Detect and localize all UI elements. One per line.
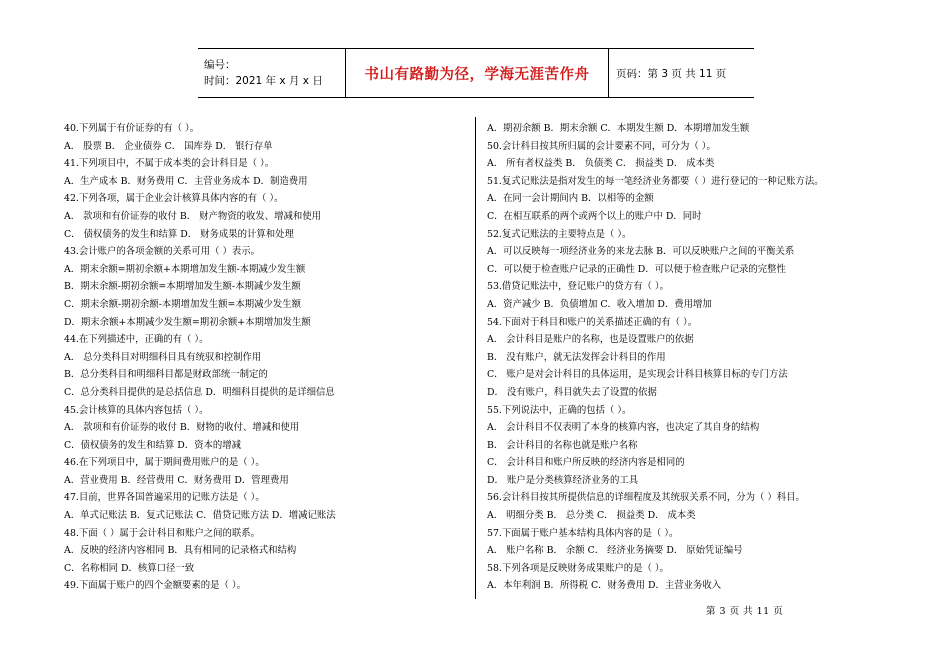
question-line: C．期末余额-期初余额-本期增加发生额=本期减少发生额 bbox=[64, 298, 301, 310]
question-line: A． 股票 B． 企业债券 C． 国库券 D． 银行存单 bbox=[64, 140, 273, 152]
question-line: 41.下列项目中，不属于成本类的会计科目是（ ）。 bbox=[64, 158, 275, 170]
header-motto-cell bbox=[346, 49, 609, 97]
question-line: D． 没有账户，科目就失去了设置的依据 bbox=[487, 386, 657, 398]
question-line: 46.在下列项目中，属于期间费用账户的是（ ）。 bbox=[64, 457, 265, 469]
question-line: C． 会计科目和账户所反映的经济内容是相同的 bbox=[487, 457, 685, 469]
question-line: 52.复式记账法的主要特点是（ ）。 bbox=[487, 228, 632, 240]
question-line: 47.目前，世界各国普遍采用的记账方法是（ ）。 bbox=[64, 492, 265, 504]
question-line: B．期末余额-期初余额=本期增加发生额-本期减少发生额 bbox=[64, 281, 301, 293]
question-line: B． 没有账户，就无法发挥会计科目的作用 bbox=[487, 351, 666, 363]
question-line: 51.复式记账法是指对发生的每一笔经济业务都要（ ）进行登记的一种记账方法。 bbox=[487, 175, 824, 187]
question-line: A．生产成本 B．财务费用 C．主营业务成本 D．制造费用 bbox=[64, 175, 308, 187]
question-line: A． 款项和有价证券的收付 B．财物的收付、增减和使用 bbox=[64, 422, 300, 434]
header-info-cell bbox=[198, 49, 346, 97]
question-line: A． 款项和有价证券的收付 B． 财产物资的收发、增减和使用 bbox=[64, 210, 321, 222]
question-line: A．在同一会计期间内 B．以相等的金额 bbox=[487, 193, 654, 205]
question-line: C．名称相同 D．核算口径一致 bbox=[64, 562, 195, 574]
question-line: 48.下面（ ）属于会计科目和账户之间的联系。 bbox=[64, 527, 261, 539]
question-line: A． 会计科目不仅表明了本身的核算内容，也决定了其自身的结构 bbox=[487, 422, 760, 434]
header-table bbox=[198, 48, 754, 98]
question-line: A．本年利润 B．所得税 C．财务费用 D．主营业务收入 bbox=[487, 580, 722, 592]
right-column bbox=[487, 120, 887, 595]
question-line: 43.会计账户的各项金额的关系可用（ ）表示。 bbox=[64, 246, 261, 258]
header-page-cell bbox=[609, 49, 754, 97]
question-line: 50.会计科目按其所归属的会计要素不同，可分为（ ）。 bbox=[487, 140, 716, 152]
question-line: A．可以反映每一项经济业务的来龙去脉 B．可以反映账户之间的平衡关系 bbox=[487, 246, 795, 258]
question-line: 54.下面对于科目和账户的关系描述正确的有（ ）。 bbox=[487, 316, 698, 328]
question-line: A． 总分类科目对明细科目具有统驭和控制作用 bbox=[64, 351, 262, 363]
question-line: D． 账户是分类核算经济业务的工具 bbox=[487, 474, 639, 486]
question-line: 45.会计核算的具体内容包括（ ）。 bbox=[64, 404, 209, 416]
question-line: 58.下列各项是反映财务成果账户的是（ ）。 bbox=[487, 562, 669, 574]
document-number-label: 编号： bbox=[204, 59, 236, 71]
question-line: 42.下列各项，属于企业会计核算具体内容的有（ ）。 bbox=[64, 193, 284, 205]
question-line: A．期末余额=期初余额+本期增加发生额-本期减少发生额 bbox=[64, 263, 306, 275]
question-line: A．单式记账法 B．复式记账法 C．借贷记账方法 D．增减记账法 bbox=[64, 510, 336, 522]
question-line: A． 账户名称 B． 余额 C． 经济业务摘要 D． 原始凭证编号 bbox=[487, 545, 743, 557]
question-line: C．债权债务的发生和结算 D．资本的增减 bbox=[64, 439, 242, 451]
question-line: D．期末余额+本期减少发生额=期初余额+本期增加发生额 bbox=[64, 316, 311, 328]
question-line: C．在相互联系的两个或两个以上的账户中 D．同时 bbox=[487, 210, 702, 222]
question-line: A． 明细分类 B． 总分类 C． 损益类 D． 成本类 bbox=[487, 510, 696, 522]
question-line: 53.借贷记账法中，登记账户的贷方有（ ）。 bbox=[487, 281, 669, 293]
question-line: 44.在下列描述中，正确的有（ ）。 bbox=[64, 334, 209, 346]
question-line: A．反映的经济内容相同 B．具有相同的记录格式和结构 bbox=[64, 545, 297, 557]
question-line: A．资产减少 B．负债增加 C．收入增加 D．费用增加 bbox=[487, 298, 712, 310]
column-divider bbox=[475, 117, 476, 599]
question-line: B． 会计科目的名称也就是账户名称 bbox=[487, 439, 638, 451]
question-line: 57.下面属于账户基本结构具体内容的是（ ）。 bbox=[487, 527, 679, 539]
question-line: A．期初余额 B．期末余额 C．本期发生额 D．本期增加发生额 bbox=[487, 123, 750, 134]
header-page-number: 页码：第 3 页 共 11 页 bbox=[616, 67, 727, 80]
question-line: 49.下面属于账户的四个金额要素的是（ ）。 bbox=[64, 580, 246, 592]
question-line: 56.会计科目按其所提供信息的详细程度及其统驭关系不同，分为（ ）科目。 bbox=[487, 492, 805, 504]
question-line: B．总分类科目和明细科目都是财政部统一制定的 bbox=[64, 369, 268, 381]
question-line: C．可以便于检查账户记录的正确性 D．可以便于检查账户记录的完整性 bbox=[487, 263, 786, 275]
page-footer: 第 3 页 共 11 页 bbox=[706, 606, 784, 617]
header-motto: 书山有路勤为径，学海无涯苦作舟 bbox=[364, 66, 590, 83]
question-line: C． 账户是对会计科目的具体运用，是实现会计科目核算目标的专门方法 bbox=[487, 369, 788, 381]
question-line: 55.下列说法中，正确的包括（ ）。 bbox=[487, 404, 632, 416]
question-line: A．营业费用 B．经营费用 C．财务费用 D．管理费用 bbox=[64, 474, 289, 486]
question-line: C．总分类科目提供的是总括信息 D．明细科目提供的是详细信息 bbox=[64, 386, 335, 398]
question-line: C． 债权债务的发生和结算 D． 财务成果的计算和处理 bbox=[64, 228, 294, 240]
question-line: 40.下列属于有价证券的有（ ）。 bbox=[64, 123, 200, 134]
left-column bbox=[64, 120, 464, 595]
question-line: A． 所有者权益类 B． 负债类 C． 损益类 D． 成本类 bbox=[487, 158, 715, 170]
document-time-label: 时间：2021 年 x 月 x 日 bbox=[204, 75, 323, 87]
question-line: A． 会计科目是账户的名称，也是设置账户的依据 bbox=[487, 334, 694, 346]
